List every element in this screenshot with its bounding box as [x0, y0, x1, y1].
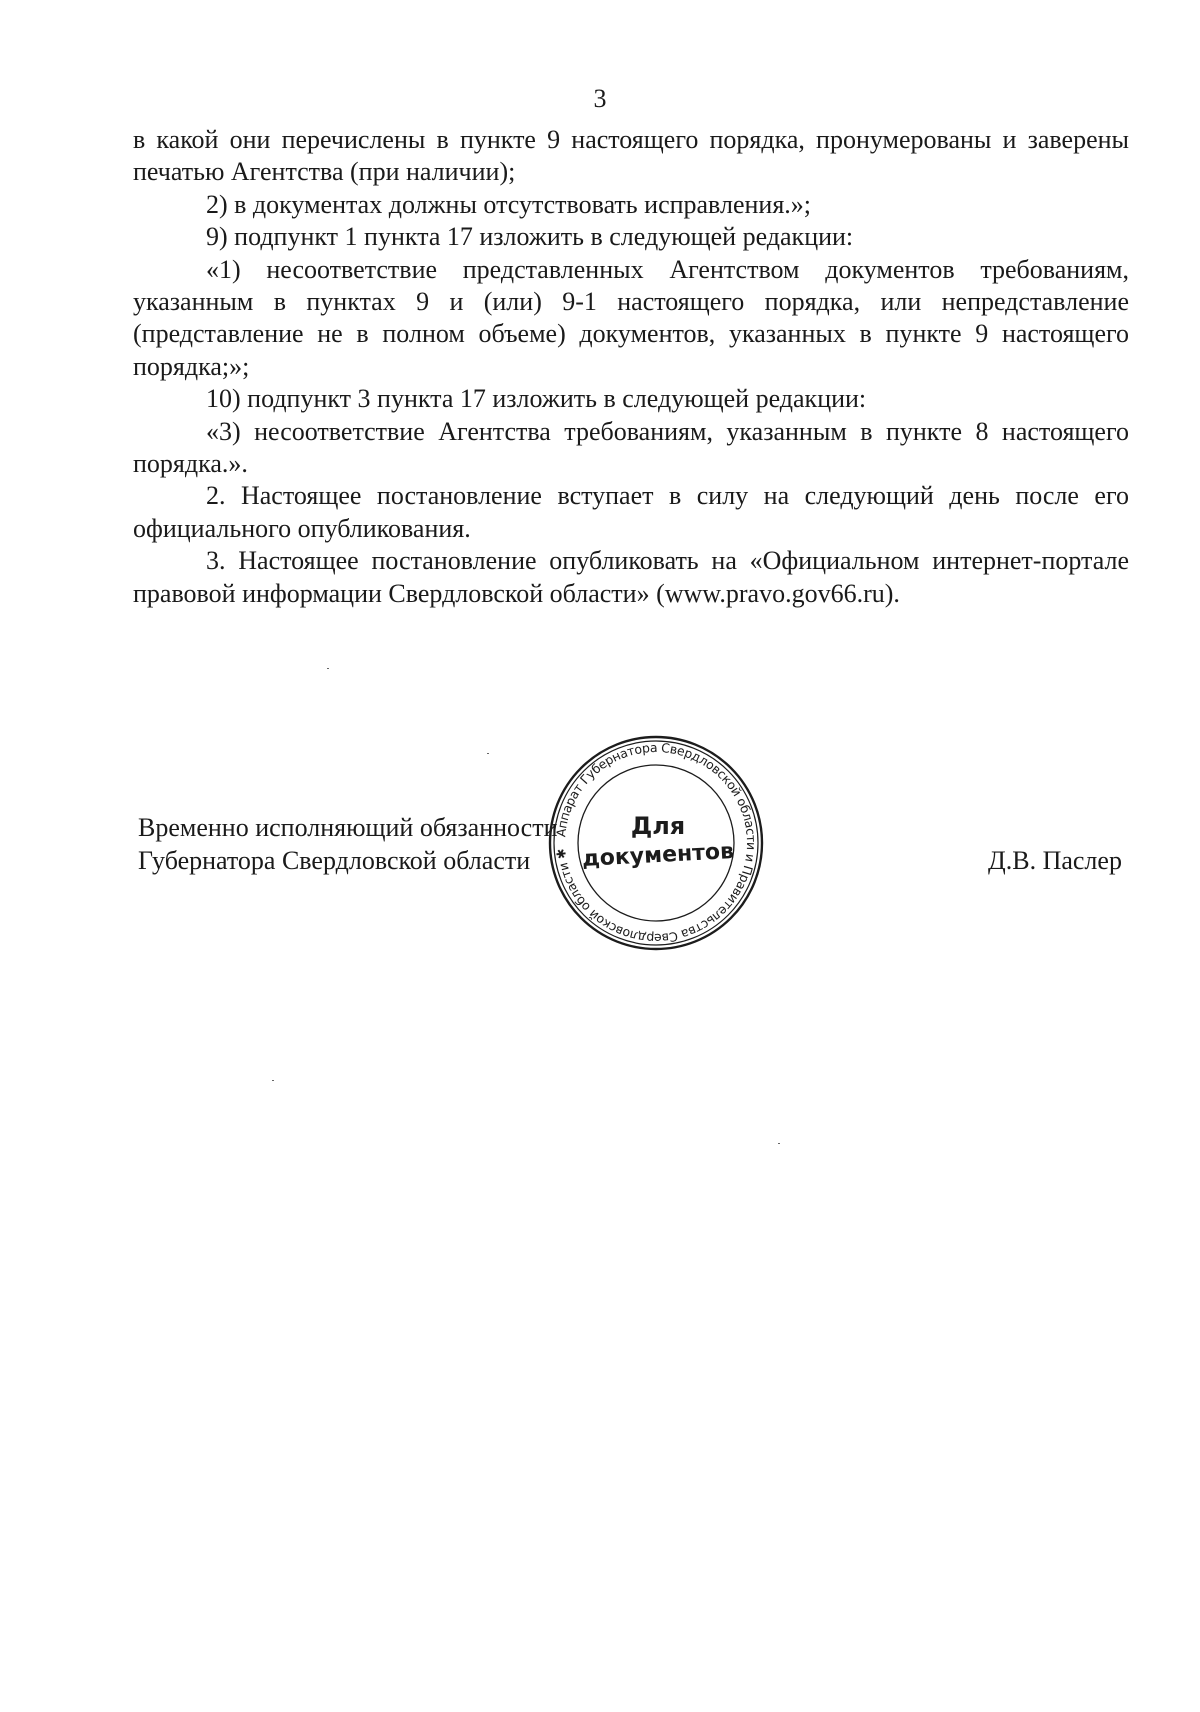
stamp-ring-text: Аппарат Губернатора Свердловской области и Правительства Свердловской области ✱ — [553, 739, 760, 947]
official-stamp — [548, 735, 764, 951]
paragraph-item-10: 10) подпункт 3 пункта 17 изложить в следующей редакции: — [206, 384, 867, 414]
document-body — [133, 124, 1129, 610]
paragraph-item-2: 2) в документах должны отсутствовать исправления.»; — [206, 189, 812, 219]
paragraph-quote-1: «1) несоответствие представленных Агентством документов требованиям, указанным в пунктах 9 и (или) 9-1 настоящего порядка, или непредставление (представление не в полном объеме) документов, указанных в пункте 9 настоящего порядка;»; — [133, 254, 1129, 381]
scan-speck — [487, 753, 489, 754]
paragraph-clause-3: 3. Настоящее постановление опубликовать на «Официальном интернет-портале правовой информации Свердловской области» (www.pravo.gov66.ru). — [133, 546, 1129, 608]
scan-speck — [327, 668, 329, 669]
page-number: 3 — [593, 84, 607, 113]
paragraph-continuation: в какой они перечислены в пункте 9 настоящего порядка, пронумерованы и заверены печатью Агентства (при наличии); — [133, 125, 1129, 187]
paragraph-quote-3: «3) несоответствие Агентства требованиям, указанным в пункте 8 настоящего порядка.». — [133, 416, 1129, 479]
scan-speck — [778, 1143, 780, 1144]
scan-speck — [272, 1080, 274, 1081]
signature-position — [138, 811, 558, 877]
stamp-center-line2: документов — [581, 839, 735, 872]
signature-name: Д.В. Паслер — [988, 846, 1122, 875]
signature-position-line2: Губернатора Свердловской области — [138, 846, 531, 875]
paragraph-clause-2: 2. Настоящее постановление вступает в силу на следующий день после его официального опубликования. — [133, 481, 1129, 543]
stamp-center-line1: Для — [630, 812, 686, 840]
paragraph-item-9: 9) подпункт 1 пункта 17 изложить в следующей редакции: — [206, 222, 854, 252]
signature-position-line1: Временно исполняющий обязанности — [138, 813, 558, 842]
